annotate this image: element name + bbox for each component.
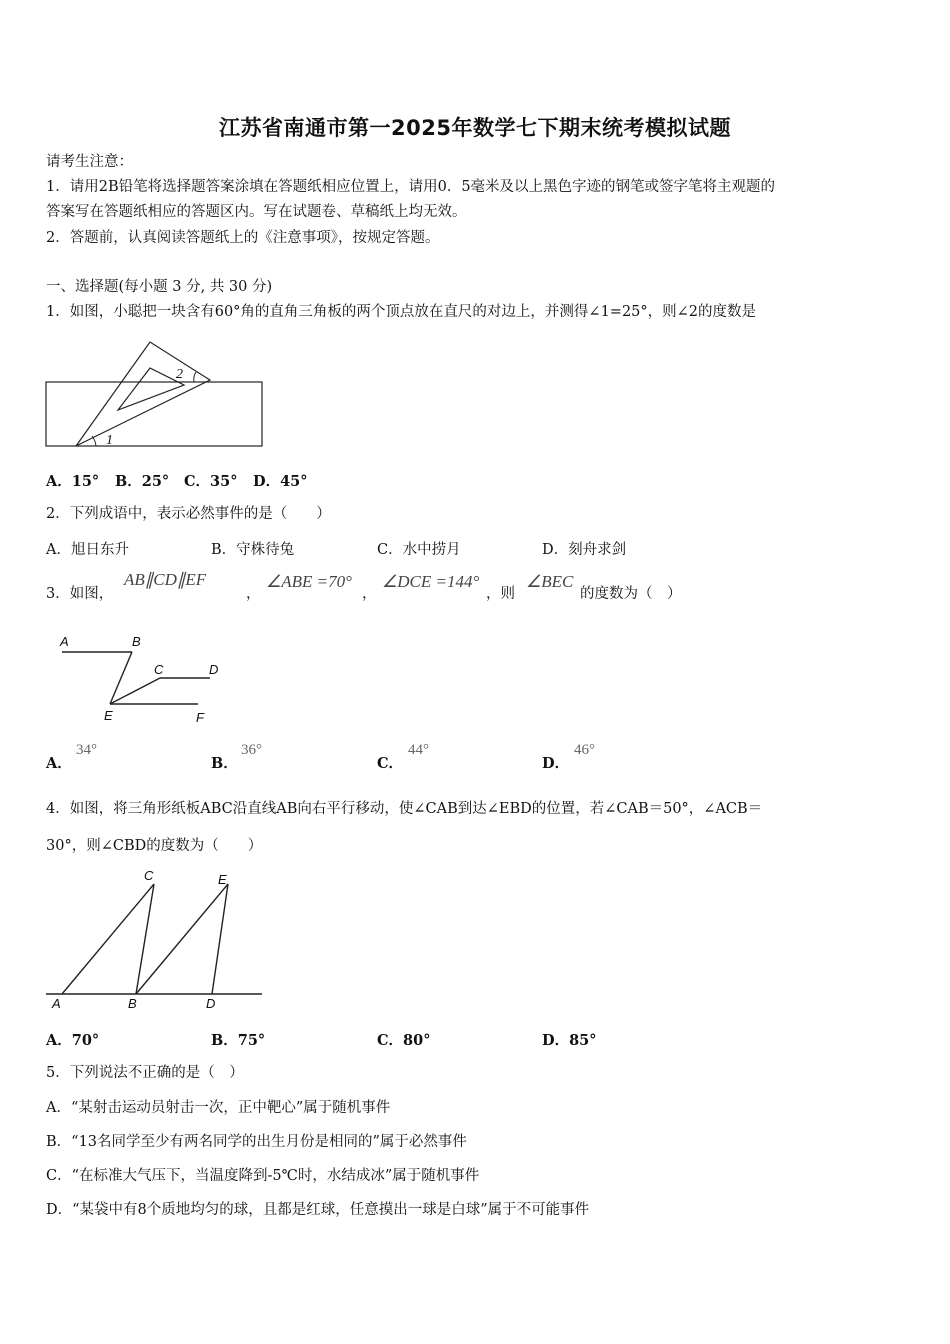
q4-option-b[interactable]: B．75° — [211, 1032, 266, 1049]
q3-option-d-letter[interactable]: D． — [542, 755, 570, 772]
q4-option-d[interactable]: D．85° — [542, 1032, 597, 1049]
point-label-f: F — [196, 710, 204, 725]
q5-option-c[interactable]: C．“在标准大气压下，当温度降到-5℃时，水结成冰”属于随机事件 — [46, 1168, 480, 1184]
point-label-d: D — [209, 662, 219, 677]
point-label-c: C — [154, 662, 164, 677]
side-ac — [62, 884, 154, 994]
notice-heading: 请考生注意： — [46, 154, 133, 170]
question-text: 下列说法不正确的是（ ） — [69, 1065, 244, 1081]
q2-option-c[interactable]: C．水中捞月 — [377, 542, 461, 558]
question-text: 如图，小聪把一块含有60°角的直角三角板的两个顶点放在直尺的对边上，并测得∠1=25°，则∠2的度数是 — [69, 304, 757, 320]
question-number: 3． — [46, 586, 70, 602]
angle-label-1: 1 — [106, 433, 113, 448]
q3-option-d-value: 46° — [574, 742, 595, 758]
q3-sep1: ， — [246, 586, 261, 602]
q5-option-d[interactable]: D．“某袋中有8个质地均匀的球，且都是红球，任意摸出一球是白球”属于不可能事件 — [46, 1202, 590, 1218]
question-text: 如图，将三角形纸板ABC沿直线AB向右平行移动，使∠CAB到达∠EBD的位置，若∠CAB＝50°，∠ACB＝ — [69, 801, 763, 817]
point-label-d: D — [206, 996, 216, 1011]
question-number: 2． — [46, 506, 70, 522]
section-heading: 一、选择题(每小题 3 分, 共 30 分) — [46, 279, 273, 295]
notice-line1a: 1．请用2B铅笔将选择题答案涂填在答题纸相应位置上，请用0．5毫米及以上黑色字迹的钢笔或签字笔将主观题的 — [46, 179, 776, 195]
notice-line2: 2．答题前，认真阅读答题纸上的《注意事项》，按规定答题。 — [46, 230, 440, 246]
point-label-a: A — [52, 996, 61, 1011]
question-number: 5． — [46, 1065, 70, 1081]
q3-option-b-value: 36° — [241, 742, 262, 758]
point-label-e: E — [104, 708, 113, 723]
question-5 — [46, 1063, 244, 1083]
question-4-line2: 30°，则∠CBD的度数为（ ） — [46, 838, 263, 854]
question-number: 1． — [46, 304, 70, 320]
question-text: 下列成语中，表示必然事件的是（ ） — [69, 506, 331, 522]
q1-option-a[interactable]: A．15° — [46, 473, 100, 490]
q2-option-b[interactable]: B．守株待兔 — [211, 542, 295, 558]
side-cb — [136, 884, 154, 994]
q3-text-post: 的度数为（ ） — [580, 586, 682, 602]
point-label-a: A — [60, 634, 69, 649]
q3-option-b-letter[interactable]: B． — [211, 755, 238, 772]
q3-option-c-value: 44° — [408, 742, 429, 758]
q3-option-a-letter[interactable]: A． — [46, 755, 72, 772]
q4-option-c[interactable]: C．80° — [377, 1032, 431, 1049]
q1-option-c[interactable]: C．35° — [184, 473, 238, 490]
q4-option-a[interactable]: A．70° — [46, 1032, 100, 1049]
q3-math-angle-abe: ∠ABE =70° — [266, 572, 352, 591]
angle-label-2: 2 — [176, 367, 183, 382]
q5-option-a[interactable]: A．“某射击运动员射击一次，正中靶心”属于随机事件 — [46, 1100, 391, 1116]
q3-sep2: ， — [362, 586, 377, 602]
q3-math-parallel: AB∥CD∥EF — [124, 570, 207, 589]
q3-option-a-value: 34° — [76, 742, 97, 758]
point-label-b: B — [132, 634, 141, 649]
q3-math-angle-bec: ∠BEC — [526, 572, 574, 591]
q1-option-b[interactable]: B．25° — [115, 473, 170, 490]
q3-math-angle-dce: ∠DCE =144° — [382, 572, 480, 591]
question-text-pre: 如图， — [69, 586, 114, 602]
q1-option-d[interactable]: D．45° — [253, 473, 308, 490]
notice-line1b: 答案写在答题纸相应的答题区内。写在试题卷、草稿纸上均无效。 — [46, 204, 467, 220]
q2-option-d[interactable]: D．刻舟求剑 — [542, 542, 627, 558]
page-title: 江苏省南通市第一2025年数学七下期末统考模拟试题 — [219, 116, 731, 140]
q3-sep3: ，则 — [486, 586, 515, 602]
point-label-e: E — [218, 872, 227, 887]
q5-option-b[interactable]: B．“13名同学至少有两名同学的出生月份是相同的”属于必然事件 — [46, 1134, 467, 1150]
q3-option-c-letter[interactable]: C． — [377, 755, 404, 772]
q2-option-a[interactable]: A．旭日东升 — [46, 542, 129, 558]
point-label-b: B — [128, 996, 137, 1011]
question-number: 4． — [46, 801, 70, 817]
point-label-c: C — [144, 868, 154, 883]
